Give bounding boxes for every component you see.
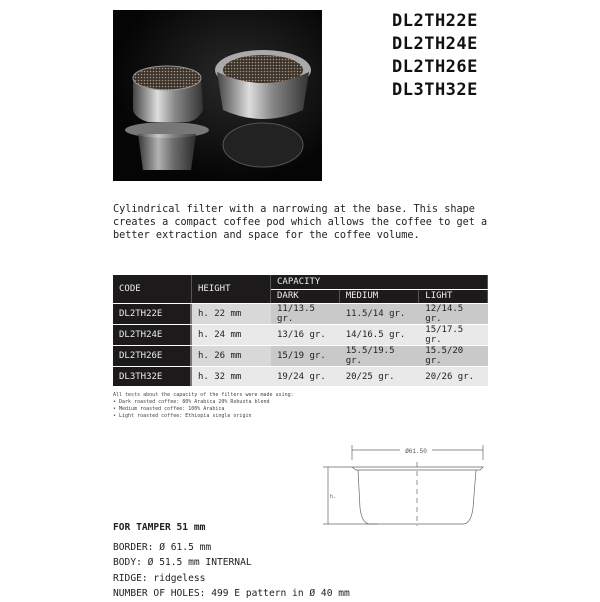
model-title: DL2TH26E	[392, 57, 478, 77]
header-code: CODE	[113, 275, 192, 303]
table-row	[113, 367, 488, 386]
cell-code: DL2TH22E	[113, 304, 192, 324]
table-row	[113, 304, 488, 324]
cell-dark: 19/24 gr.	[271, 367, 340, 386]
cell-code: DL2TH24E	[113, 325, 192, 345]
tamper-size: FOR TAMPER 51 mm	[113, 522, 206, 533]
capacity-table	[113, 274, 488, 387]
description: Cylindrical filter with a narrowing at the base. This shape creates a compact coffee pod which allows the coffee to get a better extraction and space for the coffee volume.	[113, 204, 488, 241]
spec-line: BODY: Ø 51.5 mm INTERNAL	[113, 557, 252, 568]
cell-light: 15/17.5 gr.	[419, 325, 488, 345]
model-title: DL2TH24E	[392, 34, 478, 54]
cell-dark: 13/16 gr.	[271, 325, 340, 345]
cell-height: h. 24 mm	[192, 325, 271, 345]
cell-height: h. 32 mm	[192, 367, 271, 386]
diameter-label: Ø61.50	[405, 448, 427, 455]
header-height: HEIGHT	[192, 275, 271, 303]
header-medium: MEDIUM	[340, 290, 420, 304]
table-row	[113, 325, 488, 345]
note-line: All tests about the capacity of the filters were made using:	[113, 392, 294, 398]
header-capacity: CAPACITY	[271, 275, 488, 289]
cell-height: h. 26 mm	[192, 346, 271, 366]
model-title: DL3TH32E	[392, 80, 478, 100]
cell-dark: 11/13.5 gr.	[271, 304, 340, 324]
cell-light: 12/14.5 gr.	[419, 304, 488, 324]
test-notes	[113, 392, 294, 420]
cell-height: h. 22 mm	[192, 304, 271, 324]
specifications	[113, 520, 350, 602]
product-photo	[113, 10, 322, 181]
spec-line: RIDGE: ridgeless	[113, 572, 206, 584]
cell-medium: 11.5/14 gr.	[340, 304, 420, 324]
filter-baskets-image	[113, 10, 322, 181]
header-dark: DARK	[271, 290, 340, 304]
spec-line: BORDER: Ø 61.5 mm	[113, 541, 212, 553]
note-line: • Dark roasted coffee: 80% Arabica 20% Robusta blend	[113, 399, 270, 405]
header-light: LIGHT	[419, 290, 488, 304]
cell-medium: 14/16.5 gr.	[340, 325, 420, 345]
height-label: h.	[330, 494, 337, 500]
cell-light: 20/26 gr.	[419, 367, 488, 386]
cell-medium: 15.5/19.5 gr.	[340, 346, 420, 366]
table-row	[113, 346, 488, 366]
note-line: • Light roasted coffee: Ethiopia single origin	[113, 413, 252, 419]
note-line: • Medium roasted coffee: 100% Arabica	[113, 406, 225, 412]
filter-technical-drawing	[318, 440, 488, 530]
spec-line: NUMBER OF HOLES: 499 E pattern in Ø 40 mm	[113, 588, 350, 599]
cell-light: 15.5/20 gr.	[419, 346, 488, 366]
model-title: DL2TH22E	[392, 11, 478, 31]
model-list	[392, 10, 478, 102]
cell-code: DL3TH32E	[113, 367, 192, 386]
cell-dark: 15/19 gr.	[271, 346, 340, 366]
cell-medium: 20/25 gr.	[340, 367, 420, 386]
cell-code: DL2TH26E	[113, 346, 192, 366]
